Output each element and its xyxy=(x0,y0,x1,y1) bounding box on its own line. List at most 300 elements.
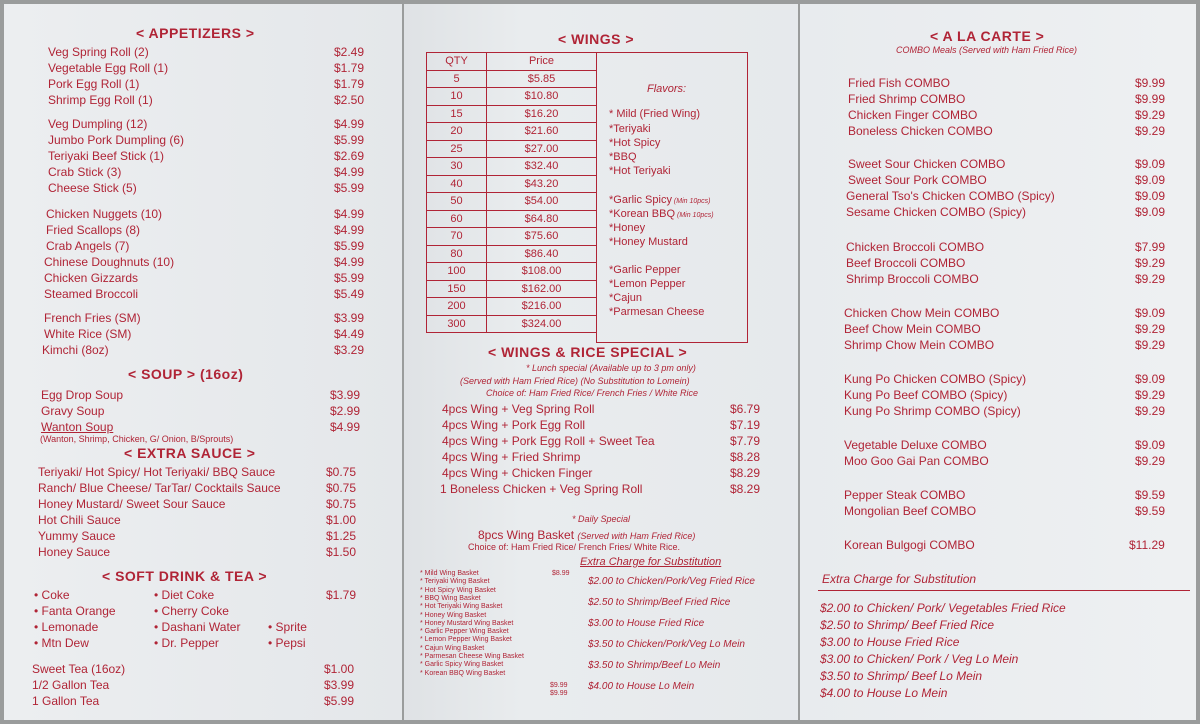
wings-table-row xyxy=(427,298,597,316)
flavor-item: * Mild (Fried Wing) xyxy=(609,108,701,120)
item-price: $11.29 xyxy=(1129,538,1165,552)
menu-item xyxy=(32,678,355,692)
wings-table-row xyxy=(427,193,597,211)
extra-charge-title-right: Extra Charge for Substitution xyxy=(822,572,977,586)
item-price: $3.99 xyxy=(334,311,365,325)
item-price: $7.79 xyxy=(730,434,761,448)
substitution-item: $4.00 to House Lo Mein xyxy=(588,681,695,692)
item-name: 4pcs Wing + Fried Shrimp xyxy=(442,450,581,464)
substitution-item: $3.50 to Chicken/Pork/Veg Lo Mein xyxy=(588,639,745,650)
item-name: Fried Shrimp COMBO xyxy=(848,92,966,106)
item-name: Pepper Steak COMBO xyxy=(844,488,966,502)
drink-item: • Cherry Coke xyxy=(154,604,229,618)
item-price: $4.99 xyxy=(334,207,365,221)
menu-item xyxy=(41,388,361,402)
menu-item xyxy=(846,272,1166,286)
item-name: Pork Egg Roll (1) xyxy=(48,77,140,91)
item-name: Chicken Gizzards xyxy=(44,271,139,285)
item-name: Boneless Chicken COMBO xyxy=(848,124,993,138)
wing-qty: 300 xyxy=(427,315,487,333)
item-name: Ranch/ Blue Cheese/ TarTar/ Cocktails Sauce xyxy=(38,481,281,495)
min-order-note: (Min 10pcs) xyxy=(675,212,714,219)
basket-item: * BBQ Wing Basket xyxy=(420,594,481,602)
drink-item: • Dr. Pepper xyxy=(154,636,219,650)
item-price: $8.29 xyxy=(730,466,761,480)
wing-qty: 100 xyxy=(427,263,487,281)
item-name: 4pcs Wing + Pork Egg Roll + Sweet Tea xyxy=(442,434,655,448)
menu-item xyxy=(844,438,1166,452)
item-name: Fried Fish COMBO xyxy=(848,76,951,90)
item-price: $0.75 xyxy=(326,465,357,479)
basket-title xyxy=(478,528,695,542)
item-name: Chicken Chow Mein COMBO xyxy=(844,306,1000,320)
wing-price: $5.85 xyxy=(487,70,597,88)
menu-panel-middle xyxy=(404,4,798,720)
item-name: 4pcs Wing + Veg Spring Roll xyxy=(442,402,595,416)
wings-table-row xyxy=(427,263,597,281)
item-price: $9.29 xyxy=(1135,338,1166,352)
item-name: Chicken Broccoli COMBO xyxy=(846,240,985,254)
basket-served: (Served with Ham Fried Rice) xyxy=(577,531,696,541)
item-price: $4.99 xyxy=(334,255,365,269)
menu-item xyxy=(46,223,365,237)
item-name: Veg Spring Roll (2) xyxy=(48,45,149,59)
item-name: Shrimp Egg Roll (1) xyxy=(48,93,153,107)
item-name: Beef Chow Mein COMBO xyxy=(844,322,981,336)
wing-qty: 15 xyxy=(427,105,487,123)
menu-item xyxy=(32,694,355,708)
item-name: Crab Stick (3) xyxy=(48,165,122,179)
menu-item xyxy=(48,165,365,179)
flavor-item: *Garlic Spicy (Min 10pcs) xyxy=(609,194,711,206)
drink-item: • Sprite xyxy=(268,620,307,634)
menu-item xyxy=(848,108,1166,122)
item-price: $9.59 xyxy=(1135,488,1166,502)
wing-price: $216.00 xyxy=(487,298,597,316)
item-name: Vegetable Deluxe COMBO xyxy=(844,438,987,452)
served-note: (Served with Ham Fried Rice) (No Substitution to Lomein) xyxy=(460,376,690,386)
item-price: $1.50 xyxy=(326,545,357,559)
flavors-box xyxy=(596,52,748,343)
menu-item xyxy=(844,488,1166,502)
drink-item: • Dashani Water xyxy=(154,620,241,634)
substitution-item: $2.00 to Chicken/ Pork/ Vegetables Fried Rice xyxy=(820,601,1066,615)
item-name: Moo Goo Gai Pan COMBO xyxy=(844,454,989,468)
menu-item xyxy=(844,538,1165,552)
basket-item: * Cajun Wing Basket xyxy=(420,644,485,652)
wing-price: $108.00 xyxy=(487,263,597,281)
item-name: Veg Dumpling (12) xyxy=(48,117,148,131)
item-name: Wanton Soup xyxy=(41,420,114,434)
item-price: $4.99 xyxy=(330,420,361,434)
drink-item: • Lemonade xyxy=(34,620,99,634)
wings-table-row xyxy=(427,70,597,88)
wing-price: $324.00 xyxy=(487,315,597,333)
menu-item xyxy=(38,545,357,559)
wings-table-row xyxy=(427,210,597,228)
item-name: Sweet Tea (16oz) xyxy=(32,662,126,676)
item-name: Sweet Sour Chicken COMBO xyxy=(848,157,1006,171)
wing-qty: 25 xyxy=(427,140,487,158)
item-name: Vegetable Egg Roll (1) xyxy=(48,61,169,75)
menu-item xyxy=(38,465,357,479)
item-price: $9.29 xyxy=(1135,404,1166,418)
substitution-item: $3.00 to House Fried Rice xyxy=(588,618,705,629)
item-name: General Tso's Chicken COMBO (Spicy) xyxy=(846,189,1055,203)
item-price: $5.99 xyxy=(324,694,355,708)
item-name: Honey Mustard/ Sweet Sour Sauce xyxy=(38,497,226,511)
wanton-note: (Wanton, Shrimp, Chicken, G/ Onion, B/Sprouts) xyxy=(40,434,234,444)
drink-item: • Diet Coke xyxy=(154,588,215,602)
item-price: $9.29 xyxy=(1135,256,1166,270)
menu-item xyxy=(442,434,761,448)
item-name: Hot Chili Sauce xyxy=(38,513,121,527)
substitution-item: $2.50 to Shrimp/Beef Fried Rice xyxy=(588,597,731,608)
item-name: 4pcs Wing + Pork Egg Roll xyxy=(442,418,586,432)
basket-item: * Garlic Pepper Wing Basket xyxy=(420,628,509,636)
substitution-item: $4.00 to House Lo Mein xyxy=(820,686,948,700)
basket-item: * Lemon Pepper Wing Basket xyxy=(420,636,512,644)
soda-price: $1.79 xyxy=(326,588,357,602)
flavor-item: *Lemon Pepper xyxy=(609,278,686,290)
item-name: Steamed Broccoli xyxy=(44,287,139,301)
menu-item xyxy=(44,311,365,325)
wing-price: $10.80 xyxy=(487,88,597,106)
basket-price-garlic: $9.99 xyxy=(550,682,568,689)
item-price: $3.99 xyxy=(330,388,361,402)
menu-item xyxy=(848,124,1166,138)
item-price: $9.09 xyxy=(1135,173,1166,187)
menu-item xyxy=(846,189,1166,203)
item-price: $9.29 xyxy=(1135,272,1166,286)
wing-qty: 40 xyxy=(427,175,487,193)
menu-item xyxy=(848,76,1166,90)
menu-item xyxy=(46,207,365,221)
menu-item xyxy=(48,149,365,163)
menu-item xyxy=(844,454,1166,468)
item-price: $9.29 xyxy=(1135,454,1166,468)
item-name: Chinese Doughnuts (10) xyxy=(44,255,175,269)
wings-table-row xyxy=(427,315,597,333)
wings-price-table xyxy=(426,52,597,333)
substitution-item: $3.00 to House Fried Rice xyxy=(820,635,960,649)
item-price: $0.75 xyxy=(326,497,357,511)
extra-charge-title-middle: Extra Charge for Substitution xyxy=(580,556,722,568)
item-name: French Fries (SM) xyxy=(44,311,141,325)
flavor-item: *BBQ xyxy=(609,151,637,163)
item-name: Crab Angels (7) xyxy=(46,239,130,253)
wing-price: $75.60 xyxy=(487,228,597,246)
item-price: $1.25 xyxy=(326,529,357,543)
menu-item xyxy=(48,61,365,75)
item-name: Jumbo Pork Dumpling (6) xyxy=(48,133,185,147)
soup-heading: < SOUP > (16oz) xyxy=(128,366,244,382)
basket-item: * Honey Mustard Wing Basket xyxy=(420,619,514,627)
item-price: $8.28 xyxy=(730,450,761,464)
basket-item: * Hot Spicy Wing Basket xyxy=(420,586,496,594)
menu-panel-left xyxy=(4,4,402,720)
menu-item xyxy=(41,404,361,418)
item-price: $1.00 xyxy=(324,662,355,676)
item-name: Mongolian Beef COMBO xyxy=(844,504,977,518)
item-name: Gravy Soup xyxy=(41,404,105,418)
wings-table-row xyxy=(427,228,597,246)
basket-item: * Teriyaki Wing Basket xyxy=(420,578,490,586)
flavor-item: *Hot Teriyaki xyxy=(609,165,671,177)
substitution-item: $3.50 to Shrimp/Beef Lo Mein xyxy=(588,660,721,671)
item-name: 1 Boneless Chicken + Veg Spring Roll xyxy=(440,482,643,496)
wings-rice-heading: < WINGS & RICE SPECIAL > xyxy=(488,344,688,360)
item-price: $1.00 xyxy=(326,513,357,527)
basket-item: * Honey Wing Basket xyxy=(420,611,487,619)
wings-heading: < WINGS > xyxy=(558,31,635,47)
item-price: $2.49 xyxy=(334,45,365,59)
drink-item: • Fanta Orange xyxy=(34,604,116,618)
wings-table-row xyxy=(427,158,597,176)
menu-item xyxy=(844,404,1166,418)
menu-item xyxy=(844,372,1166,386)
item-price: $5.99 xyxy=(334,271,365,285)
wing-price: $27.00 xyxy=(487,140,597,158)
menu-item xyxy=(44,287,365,301)
wing-price: $64.80 xyxy=(487,210,597,228)
wing-qty: 60 xyxy=(427,210,487,228)
menu-item xyxy=(38,497,357,511)
wing-qty: 50 xyxy=(427,193,487,211)
wings-table-header xyxy=(427,53,597,71)
wing-price: $162.00 xyxy=(487,280,597,298)
item-name: Kung Po Chicken COMBO (Spicy) xyxy=(844,372,1027,386)
wing-price: $54.00 xyxy=(487,193,597,211)
item-price: $5.99 xyxy=(334,181,365,195)
item-price: $9.29 xyxy=(1135,108,1166,122)
item-price: $9.99 xyxy=(1135,92,1166,106)
menu-item xyxy=(846,240,1166,254)
menu-item xyxy=(844,306,1166,320)
menu-item xyxy=(44,271,365,285)
menu-item xyxy=(32,662,355,676)
item-name: Chicken Nuggets (10) xyxy=(46,207,163,221)
menu-item xyxy=(46,239,365,253)
item-name: 4pcs Wing + Chicken Finger xyxy=(442,466,593,480)
item-price: $9.29 xyxy=(1135,388,1166,402)
wing-price: $16.20 xyxy=(487,105,597,123)
item-price: $1.79 xyxy=(334,77,365,91)
item-name: Cheese Stick (5) xyxy=(48,181,137,195)
item-name: Kimchi (8oz) xyxy=(42,343,109,357)
drink-item: • Pepsi xyxy=(268,636,306,650)
basket-item: * Hot Teriyaki Wing Basket xyxy=(420,603,503,611)
menu-item xyxy=(440,482,761,496)
item-price: $9.09 xyxy=(1135,306,1166,320)
basket-item: * Mild Wing Basket xyxy=(420,570,479,577)
item-price: $9.29 xyxy=(1135,322,1166,336)
item-price: $3.29 xyxy=(334,343,365,357)
menu-item xyxy=(44,255,365,269)
menu-item xyxy=(42,343,365,357)
item-price: $8.29 xyxy=(730,482,761,496)
item-price: $7.99 xyxy=(1135,240,1166,254)
item-price: $4.49 xyxy=(334,327,365,341)
alacarte-heading: < A LA CARTE > xyxy=(930,28,1045,44)
basket-item: * Garlic Spicy Wing Basket xyxy=(420,661,504,669)
menu-item xyxy=(48,77,365,91)
min-order-note: (Min 10pcs) xyxy=(671,198,711,205)
flavor-item: *Honey xyxy=(609,222,646,234)
menu-item xyxy=(48,133,365,147)
item-name: Sesame Chicken COMBO (Spicy) xyxy=(846,205,1027,219)
item-name: Chicken Finger COMBO xyxy=(848,108,978,122)
wing-price: $43.20 xyxy=(487,175,597,193)
menu-item xyxy=(48,117,365,131)
item-name: Teriyaki Beef Stick (1) xyxy=(48,149,165,163)
item-name: Korean Bulgogi COMBO xyxy=(844,538,975,552)
substitution-item: $3.50 to Shrimp/ Beef Lo Mein xyxy=(820,669,983,683)
item-price: $5.99 xyxy=(334,133,365,147)
item-price: $9.09 xyxy=(1135,189,1166,203)
item-price: $4.99 xyxy=(334,165,365,179)
item-price: $4.99 xyxy=(334,223,365,237)
wings-table-row xyxy=(427,140,597,158)
item-price: $9.59 xyxy=(1135,504,1166,518)
menu-item xyxy=(41,420,361,434)
item-price: $6.79 xyxy=(730,402,761,416)
flavor-item: *Cajun xyxy=(609,292,643,304)
wing-price: $21.60 xyxy=(487,123,597,141)
item-price: $9.09 xyxy=(1135,372,1166,386)
menu-item xyxy=(844,504,1166,518)
menu-item xyxy=(442,466,761,480)
item-price: $3.99 xyxy=(324,678,355,692)
item-price: $5.99 xyxy=(334,239,365,253)
flavor-item: *Teriyaki xyxy=(609,123,651,135)
menu-item xyxy=(846,256,1166,270)
wings-table-row xyxy=(427,245,597,263)
menu-item xyxy=(848,92,1166,106)
item-name: Egg Drop Soup xyxy=(41,388,124,402)
basket-price-korean: $9.99 xyxy=(550,690,568,697)
flavor-item: *Hot Spicy xyxy=(609,137,661,149)
menu-item xyxy=(846,205,1166,219)
extra-sauce-heading: < EXTRA SAUCE > xyxy=(124,445,256,461)
appetizers-heading: < APPETIZERS > xyxy=(136,25,255,41)
daily-special: * Daily Special xyxy=(572,514,631,524)
drink-item: • Mtn Dew xyxy=(34,636,89,650)
item-name: White Rice (SM) xyxy=(44,327,132,341)
basket-price: $8.99 xyxy=(552,570,570,577)
item-price: $9.09 xyxy=(1135,157,1166,171)
item-price: $1.79 xyxy=(334,61,365,75)
menu-item xyxy=(442,418,761,432)
menu-item xyxy=(48,93,365,107)
item-price: $9.99 xyxy=(1135,76,1166,90)
item-price: $7.19 xyxy=(730,418,761,432)
item-price: $2.99 xyxy=(330,404,361,418)
wings-table-row xyxy=(427,175,597,193)
item-price: $0.75 xyxy=(326,481,357,495)
lunch-note: * Lunch special (Available up to 3 pm only) xyxy=(526,363,696,373)
item-name: Shrimp Broccoli COMBO xyxy=(846,272,979,286)
menu-item xyxy=(48,45,365,59)
menu-item xyxy=(38,481,357,495)
menu-item xyxy=(44,327,365,341)
basket-item: * Parmesan Cheese Wing Basket xyxy=(420,653,524,660)
wing-qty: 30 xyxy=(427,158,487,176)
substitution-item: $2.50 to Shrimp/ Beef Fried Rice xyxy=(820,618,995,632)
qty-header: QTY xyxy=(427,53,487,71)
item-name: Fried Scallops (8) xyxy=(46,223,141,237)
basket-title-text: 8pcs Wing Basket xyxy=(478,528,575,542)
wing-qty: 10 xyxy=(427,88,487,106)
basket-choice: Choice of: Ham Fried Rice/ French Fries/ White Rice. xyxy=(468,542,681,552)
item-price: $4.99 xyxy=(334,117,365,131)
item-price: $9.09 xyxy=(1135,438,1166,452)
menu-item xyxy=(848,173,1166,187)
menu-item xyxy=(442,450,761,464)
menu-panel-right xyxy=(800,4,1196,720)
wing-qty: 20 xyxy=(427,123,487,141)
item-name: Shrimp Chow Mein COMBO xyxy=(844,338,995,352)
menu-item xyxy=(442,402,761,416)
menu-item xyxy=(844,388,1166,402)
menu-item xyxy=(844,338,1166,352)
wings-table-row xyxy=(427,105,597,123)
item-name: 1/2 Gallon Tea xyxy=(32,678,110,692)
wing-qty: 200 xyxy=(427,298,487,316)
menu-item xyxy=(844,322,1166,336)
item-price: $2.50 xyxy=(334,93,365,107)
choice-note: Choice of: Ham Fried Rice/ French Fries / White Rice xyxy=(486,388,699,398)
price-header: Price xyxy=(487,53,597,71)
item-name: 1 Gallon Tea xyxy=(32,694,100,708)
wings-table-row xyxy=(427,123,597,141)
menu-item xyxy=(848,157,1166,171)
item-price: $9.29 xyxy=(1135,124,1166,138)
item-name: Beef Broccoli COMBO xyxy=(846,256,966,270)
item-name: Kung Po Shrimp COMBO (Spicy) xyxy=(844,404,1021,418)
item-price: $5.49 xyxy=(334,287,365,301)
wing-price: $86.40 xyxy=(487,245,597,263)
wing-qty: 70 xyxy=(427,228,487,246)
basket-item: * Korean BBQ Wing Basket xyxy=(420,669,506,677)
drink-item: • Coke xyxy=(34,588,70,602)
flavor-item: *Honey Mustard xyxy=(609,236,688,248)
wing-price: $32.40 xyxy=(487,158,597,176)
item-name: Yummy Sauce xyxy=(38,529,116,543)
combo-subtitle: COMBO Meals (Served with Ham Fried Rice) xyxy=(896,45,1078,55)
flavor-item: *Garlic Pepper xyxy=(609,264,681,276)
drinks-heading: < SOFT DRINK & TEA > xyxy=(102,568,268,584)
wing-qty: 5 xyxy=(427,70,487,88)
substitution-item: $3.00 to Chicken/ Pork / Veg Lo Mein xyxy=(820,652,1019,666)
item-price: $9.09 xyxy=(1135,205,1166,219)
menu-item xyxy=(38,513,357,527)
wings-table-row xyxy=(427,280,597,298)
item-name: Kung Po Beef COMBO (Spicy) xyxy=(844,388,1008,402)
item-name: Honey Sauce xyxy=(38,545,111,559)
wing-qty: 80 xyxy=(427,245,487,263)
flavors-title: Flavors: xyxy=(647,83,687,95)
item-name: Teriyaki/ Hot Spicy/ Hot Teriyaki/ BBQ Sauce xyxy=(38,465,276,479)
item-name: Sweet Sour Pork COMBO xyxy=(848,173,987,187)
wings-table-row xyxy=(427,88,597,106)
flavor-item: *Parmesan Cheese xyxy=(609,306,705,318)
substitution-item: $2.00 to Chicken/Pork/Veg Fried Rice xyxy=(588,576,755,587)
flavor-item: *Korean BBQ (Min 10pcs) xyxy=(609,208,714,220)
divider xyxy=(818,590,1190,591)
menu-item xyxy=(48,181,365,195)
wing-qty: 150 xyxy=(427,280,487,298)
